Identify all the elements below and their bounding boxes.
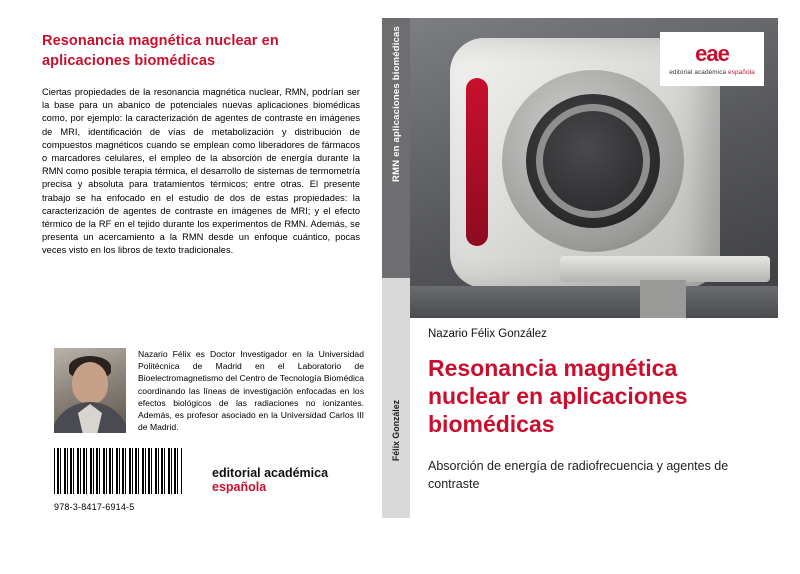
barcode [54, 448, 182, 494]
publisher-imprint-accent: española [212, 480, 267, 494]
spine-author: Félix González [391, 400, 401, 462]
spine-title-wrap [382, 26, 410, 276]
publisher-imprint-back [212, 466, 382, 494]
front-cover-title: Resonancia magnética nuclear en aplicaciones biomédicas [428, 355, 688, 438]
publisher-logo-subtitle-text: editorial académica [669, 68, 729, 76]
publisher-logo-mark: eae [695, 40, 729, 66]
mri-red-accent [466, 78, 488, 246]
front-cover [410, 18, 778, 518]
mri-table-base [640, 280, 686, 318]
publisher-logo [660, 32, 764, 86]
mri-patient-table [560, 256, 770, 282]
publisher-imprint-name: editorial académica [212, 466, 329, 480]
spine-author-wrap [382, 400, 410, 510]
author-bio: Nazario Félix es Doctor Investigador en la Universidad Politécnica de Madrid en el Laboratorio de Bioelectromagnetismo del Centro de Tecnología Biomédica coordinando las líneas de investigación enfocadas en los efectos biológicos de las radiaciones no ionizantes. Además, es profesor asociado en la Universidad Carlos III de Madrid. [138, 349, 364, 433]
author-photo-face [72, 362, 108, 404]
front-cover-author: Nazario Félix González [428, 328, 547, 340]
author-photo [54, 348, 126, 433]
back-cover-abstract: Ciertas propiedades de la resonancia magnética nuclear, RMN, podrían ser la base para un abanico de potenciales nuevas aplicaciones biomédicas como, por ejemplo: la caracterización de agentes de contraste en imágenes de MRI, identificación de vías de metabolización y distribución de compuestos magnéticos cuando se emplean como liberadores de fármacos o marcadores celulares, el empleo de la absorción de energía durante la RMN como posible terapia térmica, el desarrollo de sistemas de termometría precisa y absoluta para tratamientos térmicos; entre otras. El presente trabajo se ha enfocado en el estudio de dos de estas propiedades: la caracterización de agentes de contraste en imágenes de MRI; y el efecto térmico de la RF en el tejido durante los experimentos de RMN. Además, se presenta un acercamiento a la RMN desde un enfoque cuántico, pocas veces visto en los libros de texto tradicionales. [42, 87, 360, 256]
publisher-logo-subtitle-accent: española [728, 68, 755, 76]
mri-scanner-photo [410, 18, 778, 318]
publisher-logo-subtitle [669, 69, 755, 76]
back-cover [22, 18, 382, 518]
back-cover-title: Resonancia magnética nuclear en aplicaciones biomédicas [42, 33, 279, 69]
author-block [54, 348, 364, 433]
barcode-bars [54, 448, 182, 494]
front-cover-subtitle: Absorción de energía de radiofrecuencia y agentes de contraste [428, 459, 729, 491]
isbn-text: 978-3-8417-6914-5 [54, 502, 135, 512]
spine-title: RMN en aplicaciones biomédicas [390, 26, 402, 182]
mri-room-floor [410, 286, 778, 318]
mri-bore-ring [536, 104, 650, 218]
